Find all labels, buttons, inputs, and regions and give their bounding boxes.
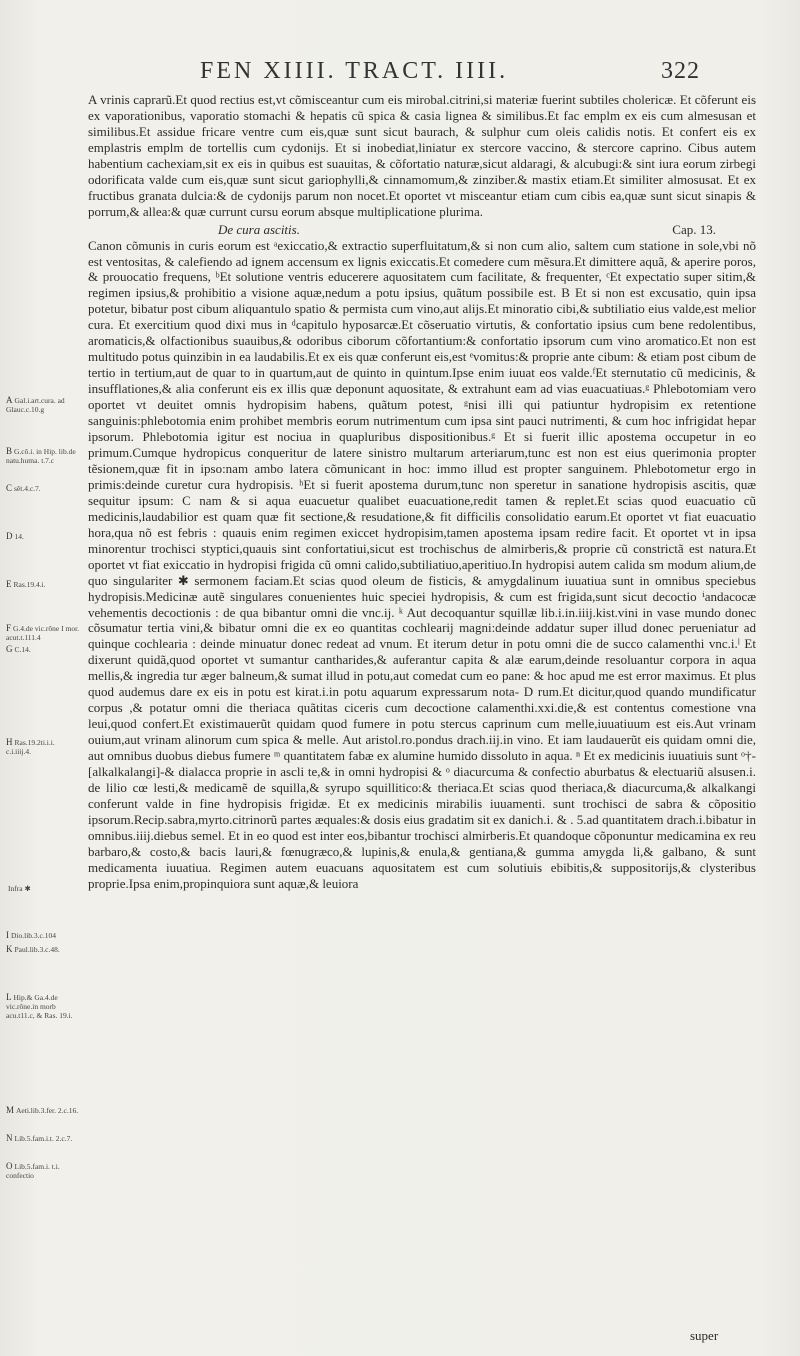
margin-note-a: A Gal.i.art.cura. ad Glauc.c.10.g	[6, 395, 65, 414]
margin-notes	[2, 0, 80, 1356]
chapter-number: Cap. 13.	[672, 221, 716, 237]
margin-note-i: I Dio.lib.3.c.104	[6, 930, 56, 940]
margin-note-c: C sẽt.4.c.7.	[6, 483, 41, 493]
margin-note-m: M Aeti.lib.3.fer. 2.c.16.	[6, 1105, 79, 1115]
main-text	[88, 92, 756, 892]
section-title: De cura ascitis.	[218, 221, 300, 237]
margin-note-f: F G.4.de vic.rõne I mor. acut.t.111.4	[6, 623, 80, 642]
catchword: super	[690, 1328, 719, 1343]
margin-note-h: H Ras.19.2ti.i.i. c.i.iiij.4.	[6, 737, 55, 756]
margin-note-infra: Infra ✱	[8, 884, 31, 893]
margin-note-o: O Lib.5.fam.i. t.i. confectio	[6, 1161, 60, 1180]
section-heading	[88, 222, 756, 238]
page-number: 322	[661, 58, 700, 84]
margin-note-n: N Lib.5.fam.i.t. 2.c.7.	[6, 1133, 73, 1143]
margin-note-d: D 14.	[6, 531, 24, 541]
margin-note-g: G C.14.	[6, 644, 31, 654]
margin-note-k: K Paul.lib.3.c.48.	[6, 944, 60, 954]
margin-note-b: B G.cõ.i. in Hip. lib.de natu.huma. t.7.c	[6, 446, 76, 465]
paragraph-intro: A vrinis caprarũ.Et quod rectius est,vt cõmisceantur cum eis mirobal.citrini,si materiæ fuerint subtiles cholericæ. Et cõferunt eis ex vaporationibus, vaporatio stomachi & hepatis cũ spica & casia lignea & similibus.Et fac emplm ex eis cum almesusan et similibus.Et assidue fricare ventre cum eis,quæ sunt sicut baurach, & sulphur cum oleis calidis notis. Et confert eis ex emplastris emplm de tortellis cum cydonijs. Et si inobediat,liniatur ex stercore vaccino, & stercore caprino. Cibus autem habentium cachexiam,sit ex eis in quibus est suauitas, & cõfortatio naturæ,sicut aldaragi, & alcubugi:& sint iura eorum zirbegi odorificata valde cum eis,quæ sunt sicut gariophylli,& cinnamomum,& zinziber.& mastix etiam.Et similiter almosusat. Et ex fructibus granata dulcia:& de cydonijs parum non nocet.Et oportet vt misceantur etiam cum cibis ea,quæ sunt sicut sinapis & porrum,& allea:& quæ currunt cursu eorum absque multiplicatione plurima.	[88, 92, 756, 219]
running-head	[200, 58, 700, 88]
running-title: FEN XIIII. TRACT. IIII.	[200, 58, 509, 84]
paragraph-canon: Canon cõmunis in curis eorum est ᵃexiccatio,& extractio superfluitatum,& si non cum alio, saltem cum statione in sole,vbi nõ est ventositas, & calefiendo ad ignem accensum ex lignis exiccatis.Et comedere cum mẽsura.Et dimittere aquã, & aperire poros, & prouocatio frequens, ᵇEt solutione ventris educerere aquositatem cum facilitate, & frequenter, ᶜEt expectatio super sitim,& regimen ipsius,& prohibitio a visione aquæ,nedum a potu ipsius, quãtum possibile est. B Et si non est excusatio, quin ipsa potetur, bibatur post cibum aliquantulo spatio & permista cum vino,aut alijs.Et minoratio cibi,& subtiliatio eius valde,est melior cura. Et exercitium quod dixi mus in ᵈcapitulo hyposarcæ.Et cõseruatio virtutis, & confortatio ipsius cum bene redolentibus, aromaticis,& olfactionibus suauibus,& odoribus ciborum cõfortantium:& confortatio ipsorum cum vino aromatico.Et non est multitudo potus quinzibin in ea laudabilis.Et ex eis quæ conferunt eis,est ᵉvomitus:& proprie ante cibum: & etiam post cibum de tertio in tertium,aut de quar to in quartum,aut de quinto in quintum.Ipse enim iuuat eos valde.ᶠEt sternutatio cũ medicinis, & insufflationes,& alia conferunt eis ex illis quæ deponunt aquositate, & extrahunt eam ad vias euacuatiuas.ᵍ Phlebotomiam vero oportet vt deuitet omnis hydropisim habens, quãtum potest, ᵍnisi illi qui patiuntur hydropisim ex retentione sanguinis:phlebotomia enim prohibet membris eorum nutrimentum cum ipsa sint pauci nutrimenti, & cum hoc infrigidat hepar ipsorum. Phlebotomia igitur est nociua in quapluribus dispositionibus.ᵍ Et si fuerit illic apostema occupetur in eo primum.Cumque hydropicus conqueritur de latere sinistro multarum arteriarum,tunc est non est eius querimonia propter tẽsionem,quæ fit in ipso:nam ambo latera cõmunicant in hoc: immo illud est propter sanguinem. Phlebotometur ergo in primis:deinde curetur cura hydropisis. ʰEt si fuerit apostema durum,tunc non speretur in sanatione hydropisis ascitis, quæ sequitur ipsum: C nam & si aqua euacuetur qualibet euacuatione,redit tamen & replet.Et scias quod euacuatio cũ medicinis,laudabilior est quam quæ fit sectione,& resudatione,& fit difficilis consolidatio earum.Et oportet vt fiat euacuatio hora,qua nõ est febris : quauis enim regimen exiccet hydropisim,tamen apostema ipsam redire facit. Et oportet vt in ipsa minorentur trochisci styptici,quauis sint confortatiui,sicut est trochischus de almirberis,& proprie cũ constrictã est natura.Et oportet vt fiat exiccatio in hydropisi frigida cũ omni calido,subtiliatiuo,aperitiuo.In hydropisi autem calida sm modum alium,de quo singulariter ✱ sermonem faciam.Et scias quod oleum de fisticis, & amygdalinum iuuatiua sunt in omnibus speciebus hydropisis.Medicinæ autẽ singulares conuenientes huic speciei hydropisis, & cum est frigida,sunt sicut decoctio ⁱandacocæ vehementis decoctionis : de qua bibantur omni die vnc.ij. ᵏ Aut decoquantur squillæ lib.i.in.iiij.kist.vini in vase mundo donec cõsumatur tertia vini,& bibatur omni die ex eo quantitas cochlearij magni:deinde addatur super illud donec perueniatur ad quinque cochlearia : deinde minuatur donec redeat ad vnum. Et iterum detur in potu omni die de succo calamenthi vnc.i.ˡ Et dixerunt quidã,quod oportet vt sumantur cantharides,& auferantur capita & alæ earum,deinde resoluantur corpora in aqua mellis,& ingredia tur æger balneum,& sumat illud in potu,aut comedat cum eo pane: & hoc apud me est error maximus. Et plus quod audemus dare ex eis in potu est kirat.i.in potu aquarum expressarum nota- D rum.Et dicitur,quod quando mundificatur corpus ,& potatur omni die theriaca quãtitas ciceris cum decoctione calamenthi.xxi.die,& est contentus comestione vna leui,quod confert.Et existimauerũt quidam quod fumere in potu stercus caprinum cum melle,iuuatiuum est eis.Aut vrinam ouium,aut vrinam alinorum cum spica & melle. Aut aristol.ro.pondus drach.iij.in vino. Et iam laudauerũt eis quidam omni die, aut omnibus duobus diebus fumere ᵐ quantitatem fabæ ex alumine humido dissoluto in aqua. ⁿ Et ex medicinis iuuatiuis sunt ᵒ†-[alkalkalangi]-& dialacca proprie in ascli te,& in omni hydropisi & ᵒ diacurcuma & confectio aburbatus & electuariũ alsusen.i. de lilio cœ lesti,& medicamẽ de squilla,& syrupo squillitico:& theriaca.Et scias quod theriaca,& diacurcuma,& alkalkangi conferunt valde in fine hydropisis frigidæ. Et ex medicinis mirabilis iuuamenti. sunt trochisci de sabra & cõpositio ipsorum.Recip.sabra,myrto.citrinorũ partes æquales:& dosis eius gradatim sit ex danich.i. & . 5.ad quantitatem drach.i.bibatur in omnibus.iiij.diebus semel. Et in eo quod est inter eos,bibantur trochisci almirberis.Et quandoque cõponuntur medicamina ex reu barbaro,& costo,& bacis lauri,& fœnugræco,& lupinis,& enula,& gentiana,& gumma amygda li,& galbano, & sunt medicamenta iuuatiua. Regimen autem euacuans aquositatem est cum solutiuis ebibitis,& suppositorijs,& clysteribus proprie.Ipsa enim,propinquiora sunt aquæ,& leuiora	[88, 237, 756, 891]
margin-note-l: L Hip.& Ga.4.de vic.rõne.in morb acu.t11.c, & Ras. 19.i.	[6, 992, 73, 1020]
margin-note-e: E Ras.19.4.i.	[6, 579, 46, 589]
